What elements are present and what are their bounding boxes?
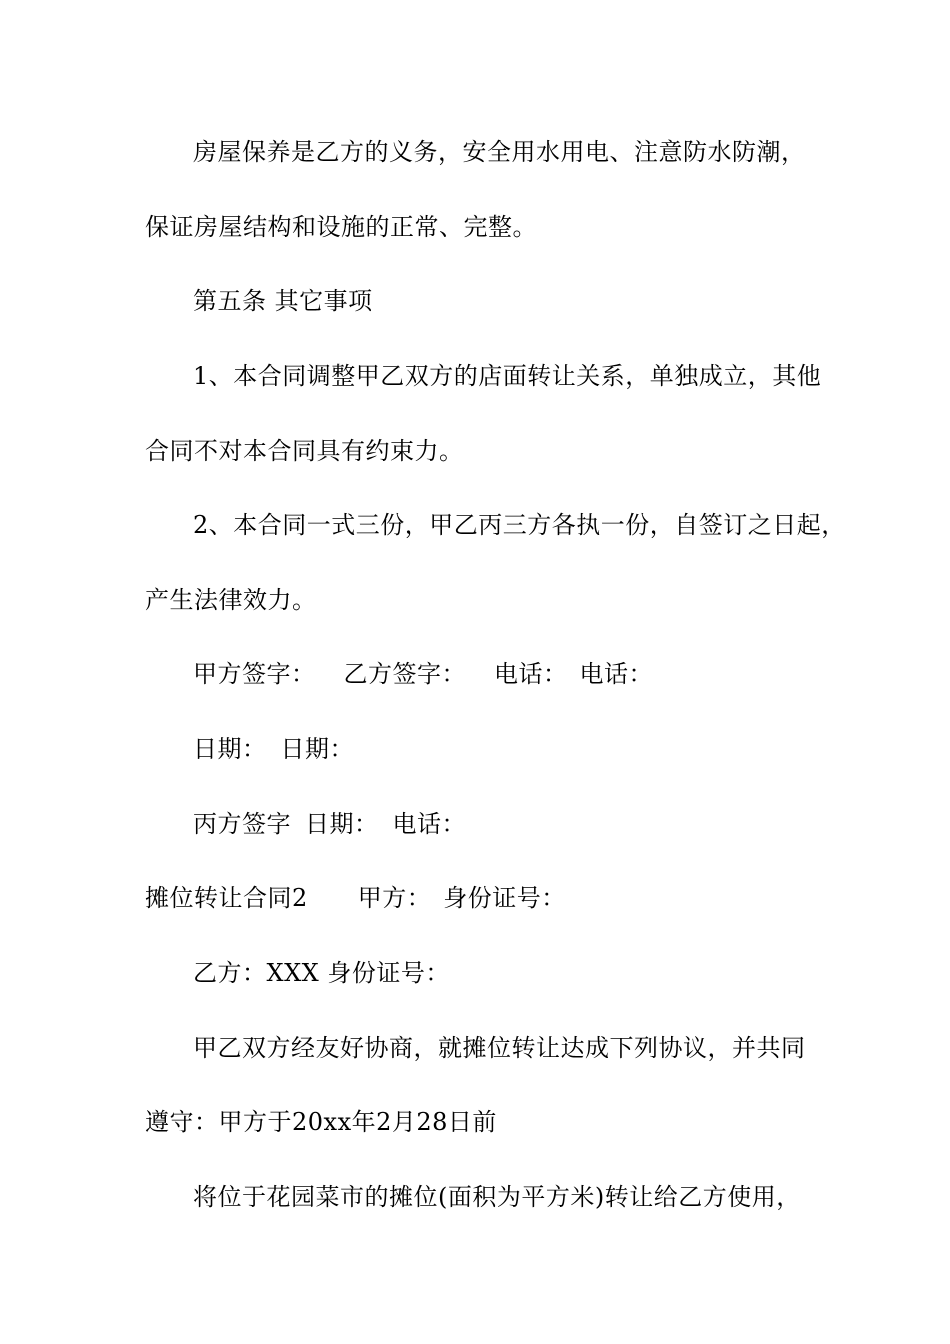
paragraph-line: 2、本合同一式三份，甲乙丙三方各执一份，自签订之日起， [193,511,846,539]
party-a-label: 甲方： [357,884,432,912]
phone-label: 电话： [392,810,466,838]
paragraph-line: 1、本合同调整甲乙双方的店面转让关系，单独成立，其他 [193,362,822,390]
phone-label: 电话： [579,660,653,688]
date-line [193,734,354,764]
paragraph-line: 将位于花园菜市的摊位(面积为平方米)转让给乙方使用， [193,1183,801,1211]
signature-line [193,809,466,839]
party-a-signature-label: 甲方签字： [193,660,316,688]
party-c-signature-label: 丙方签字 [193,810,291,838]
contract-title-line [145,883,566,913]
date-label: 日期： [193,735,267,763]
party-b-line: 乙方：XXX 身份证号： [193,959,450,987]
paragraph-line: 保证房屋结构和设施的正常、完整。 [145,213,537,241]
date-label: 日期： [305,810,379,838]
party-b-signature-label: 乙方签字： [343,660,466,688]
paragraph-line: 甲乙双方经友好协商，就摊位转让达成下列协议，并共同 [193,1034,806,1062]
contract-title: 摊位转让合同2 [145,884,308,912]
signature-line [193,659,653,689]
id-number-label: 身份证号： [443,884,566,912]
paragraph-line: 产生法律效力。 [145,586,317,614]
date-label: 日期： [280,735,354,763]
paragraph-line: 合同不对本合同具有约束力。 [145,437,464,465]
section-heading: 第五条 其它事项 [193,287,373,315]
paragraph-line: 遵守：甲方于20xx年2月28日前 [145,1108,497,1136]
phone-label: 电话： [494,660,568,688]
paragraph-line: 房屋保养是乙方的义务，安全用水用电、注意防水防潮， [193,138,806,166]
